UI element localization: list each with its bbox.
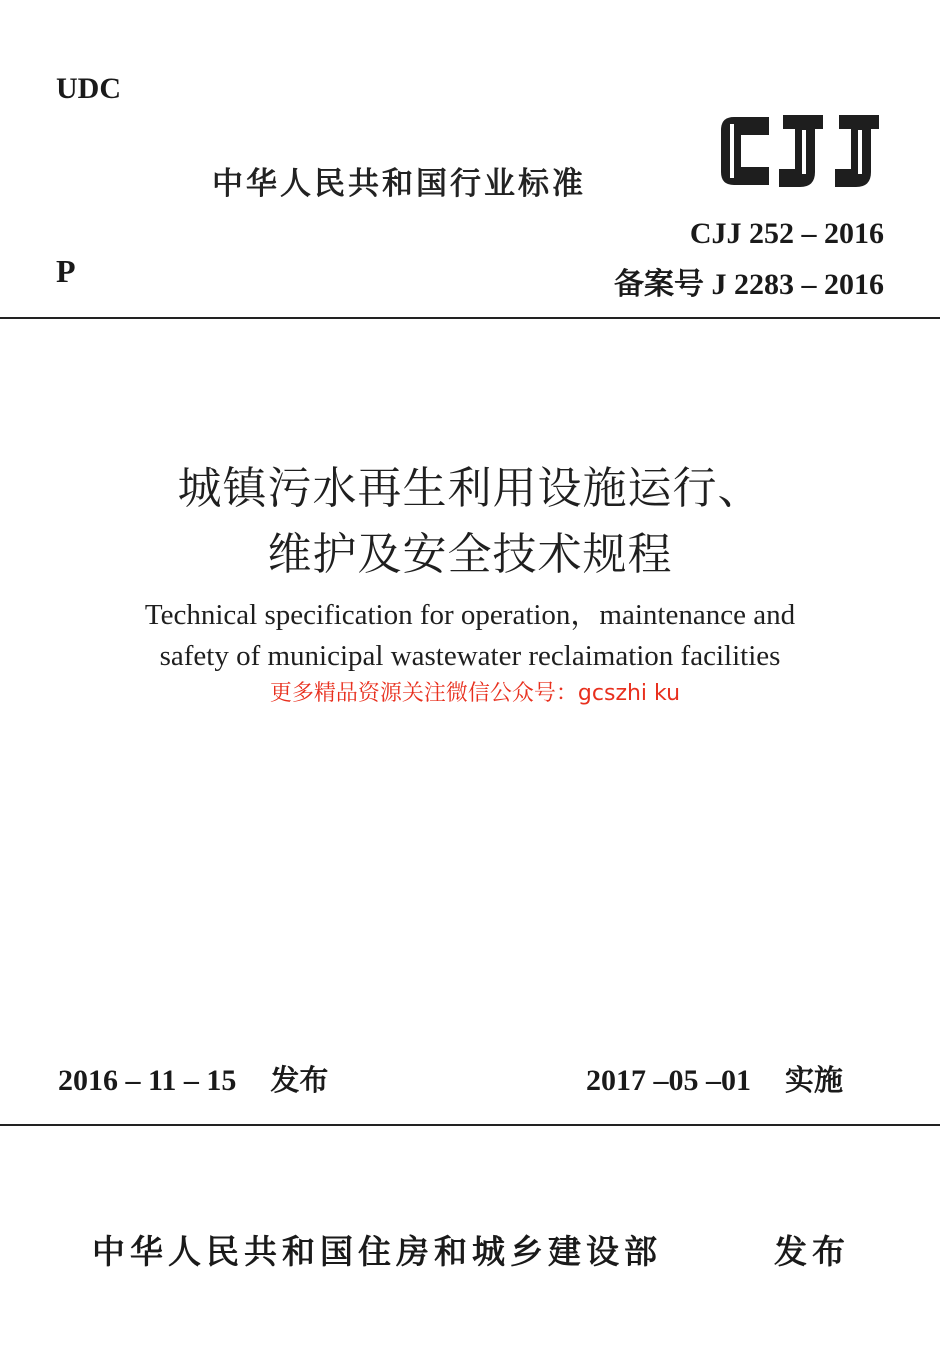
classification-code: P xyxy=(56,253,76,289)
cjj-logo xyxy=(716,108,886,192)
title-en-line1: Technical specification for operation，maintenance and xyxy=(144,599,796,631)
top-divider xyxy=(0,317,940,319)
title-en-line2: safety of municipal wastewater reclaimation facilities xyxy=(159,640,781,672)
standard-category: 中华人民共和国行业标准 xyxy=(212,166,586,202)
issue-date xyxy=(58,1058,328,1099)
publisher-name: 中华人民共和国住房和城乡建设部 xyxy=(92,1232,662,1271)
filing-number: 备案号 J 2283 – 2016 xyxy=(614,268,884,301)
udc-label: UDC xyxy=(56,72,121,105)
effective-date-value: 2017 –05 –01 xyxy=(586,1064,751,1097)
bottom-divider xyxy=(0,1124,940,1126)
effective-date xyxy=(586,1058,843,1099)
publish-label: 发布 xyxy=(774,1232,850,1271)
standard-number: CJJ 252 – 2016 xyxy=(689,217,884,250)
effective-label: 实施 xyxy=(785,1063,844,1097)
title-cn-line2: 维护及安全技术规程 xyxy=(267,529,673,580)
issue-label: 发布 xyxy=(270,1063,329,1097)
issue-date-value: 2016 – 11 – 15 xyxy=(58,1064,237,1097)
title-cn-line1: 城镇污水再生利用设施运行、 xyxy=(177,463,763,514)
watermark-text: 更多精品资源关注微信公众号：gcszhi ku xyxy=(269,681,681,706)
